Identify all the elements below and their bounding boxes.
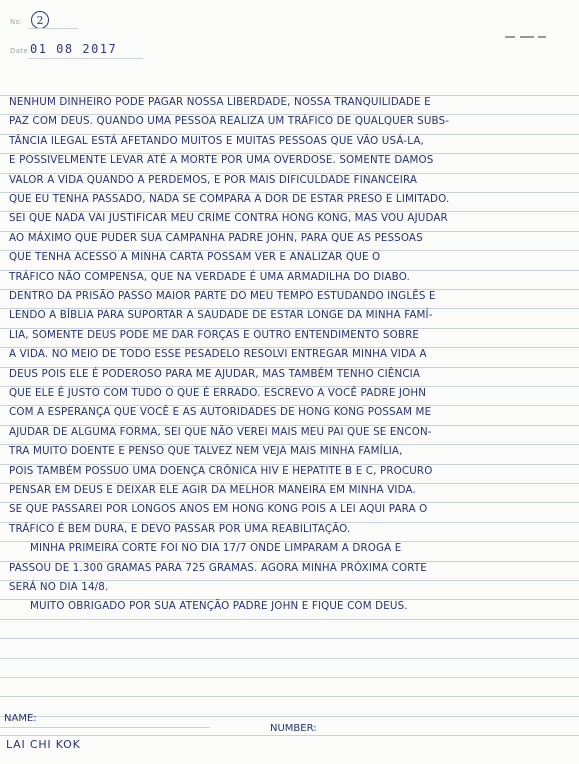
name-label: NAME:: [4, 713, 37, 724]
letter-line: COM A ESPERANÇA QUE VOCÊ E AS AUTORIDADES DE HONG KONG POSSAM ME: [9, 406, 432, 419]
page-number-circle: [31, 11, 49, 29]
letter-line: AO MÁXIMO QUE PUDER SUA CAMPANHA PADRE JOHN, PARA QUE AS PESSOAS: [9, 231, 423, 244]
letter-line: POIS TAMBÉM POSSUO UMA DOENÇA CRÔNICA HIV E HEPATITE B E C, PROCURO: [9, 464, 433, 477]
letter-line: DENTRO DA PRISÃO PASSO MAIOR PARTE DO MEU TEMPO ESTUDANDO INGLÊS E: [9, 290, 436, 302]
letter-line: SERÁ NO DIA 14/8.: [9, 581, 109, 593]
page-number: 2: [36, 13, 44, 27]
ruled-line: [0, 658, 579, 659]
date-value: 01 08 2017: [30, 42, 118, 56]
letter-line: MUITO OBRIGADO POR SUA ATENÇÃO PADRE JOHN E FIQUE COM DEUS.: [30, 600, 408, 613]
date-label: Date: [10, 47, 28, 55]
letter-line: AJUDAR DE ALGUMA FORMA, SEI QUE NÃO VEREI MAIS MEU PAI QUE SE ENCON-: [9, 425, 432, 438]
letter-line: QUE EU TENHA PASSADO, NADA SE COMPARA A DOR DE ESTAR PRESO E LIMITADO.: [9, 193, 450, 205]
letter-line: VALOR A VIDA QUANDO A PERDEMOS, E POR MAIS DIFICULDADE FINANCEIRA: [9, 173, 418, 186]
ruled-line: [0, 619, 579, 620]
letter-line: PENSAR EM DEUS E DEIXAR ELE AGIR DA MELHOR MANEIRA EM MINHA VIDA.: [9, 484, 416, 496]
date-underline: [28, 58, 143, 59]
letter-line: PAZ COM DEUS. QUANDO UMA PESSOA REALIZA UM TRÁFICO DE QUALQUER SUBS-: [9, 115, 450, 128]
letter-line: QUE TENHA ACESSO A MINHA CARTA POSSAM VER E ANALIZAR QUE O: [9, 251, 381, 264]
letter-line: TRA MUITO DOENTE E PENSO QUE TALVEZ NEM VEJA MAIS MINHA FAMÍLIA,: [9, 445, 403, 458]
letter-line: SEI QUE NADA VAI JUSTIFICAR MEU CRIME CONTRA HONG KONG, MAS VOU AJUDAR: [9, 212, 448, 225]
letter-line: NENHUM DINHEIRO PODE PAGAR NOSSA LIBERDADE, NOSSA TRANQUILIDADE E: [9, 96, 431, 108]
letter-line: TRÁFICO NÃO COMPENSA, QUE NA VERDADE É UMA ARMADILHA DO DIABO.: [9, 270, 410, 283]
letter-line: A VIDA. NO MEIO DE TODO ESSE PESADELO RESOLVI ENTREGAR MINHA VIDA A: [9, 348, 427, 361]
letter-line: SE QUE PASSAREI POR LONGOS ANOS EM HONG KONG POIS A LEI AQUI PARA O: [9, 503, 428, 516]
letter-line: LENDO A BÍBLIA PARA SUPORTAR A SAUDADE DE ESTAR LONGE DA MINHA FAMÍ-: [9, 309, 433, 322]
corner-mark: [505, 36, 515, 38]
letter-line: LIA, SOMENTE DEUS PODE ME DAR FORÇAS E OUTRO ENTENDIMENTO SOBRE: [9, 328, 420, 341]
ruled-line: [0, 696, 579, 697]
ruled-line: [0, 677, 579, 678]
letter-line: E POSSIVELMENTE LEVAR ATÉ A MORTE POR UMA OVERDOSE. SOMENTE DAMOS: [9, 154, 434, 167]
letter-line: MINHA PRIMEIRA CORTE FOI NO DIA 17/7 ONDE LIMPARAM A DROGA E: [30, 542, 402, 555]
letter-line: TÂNCIA ILEGAL ESTÁ AFETANDO MUITOS E MUITAS PESSOAS QUE VÃO USÁ-LA,: [9, 134, 424, 147]
ruled-line: [0, 716, 579, 717]
ruled-line: [0, 638, 579, 639]
letter-line: TRÁFICO É BEM DURA, E DEVO PASSAR POR UMA REABILITAÇÃO.: [9, 522, 351, 535]
no-label: No.: [10, 18, 23, 26]
corner-mark: [538, 36, 546, 38]
corner-mark: [520, 36, 534, 38]
name-value: LAI CHI KOK: [6, 738, 81, 751]
number-label: NUMBER:: [270, 723, 317, 734]
letter-line: PASSOU DE 1.300 GRAMAS PARA 725 GRAMAS. AGORA MINHA PRÓXIMA CORTE: [9, 561, 427, 574]
number-underline: [268, 735, 568, 736]
letter-line: DEUS POIS ELE É PODEROSO PARA ME AJUDAR, MAS TAMBÉM TENHO CIÊNCIA: [9, 367, 421, 380]
letter-line: QUE ELE É JUSTO COM TUDO O QUE É ERRADO. ESCREVO A VOCÊ PADRE JOHN: [9, 387, 427, 399]
name-underline: [0, 727, 210, 728]
no-underline: [28, 28, 78, 29]
